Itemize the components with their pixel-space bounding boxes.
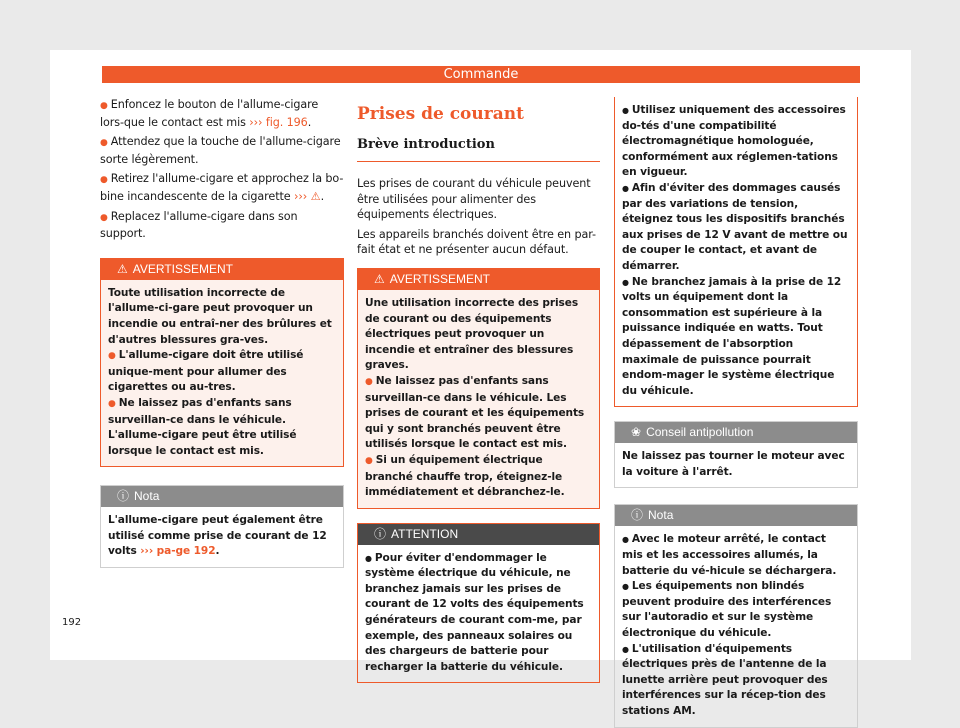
eco-tip-header: ❀ Conseil antipollution: [615, 422, 857, 443]
nota-bullet: ● L'utilisation d'équipements électriques près de l'antenne de la lunette arrière peut provoquer des interférences sur la récep-tion des stations AM.: [622, 642, 850, 720]
subsection-title: Brève introduction: [357, 136, 600, 162]
section-title: Prises de courant: [357, 104, 524, 124]
warning-intro: Une utilisation incorrecte des prises de courant ou des équipements électriques peut provoquer un incendie et entraîner des blessures graves.: [365, 296, 579, 372]
attention-box: [357, 523, 600, 684]
attention-continued-body: [615, 97, 857, 406]
warning-link[interactable]: ››› ⚠: [294, 189, 321, 203]
eco-tip-body: [615, 443, 857, 487]
attention-bullet: ● Ne branchez jamais à la prise de 12 volts un équipement dont la consommation est supérieure à la puissance indiquée en watts. Tout dépassement de l'absorption maximale de puissance pourrait endom-mager le système électrique du véhicule.: [622, 275, 850, 400]
info-icon: ⓘ: [631, 508, 644, 523]
figure-link[interactable]: ››› fig. 196: [249, 115, 308, 129]
warning-intro: Toute utilisation incorrecte de l'allume-ci-gare peut provoquer un incendie ou entraî-ner des brûlures et d'autres blessures gra-ves.: [108, 286, 332, 346]
step-2: ● Attendez que la touche de l'allume-cigare sorte légèrement.: [100, 134, 344, 167]
page-link[interactable]: ››› pa-ge 192: [140, 545, 216, 558]
attention-bullet: ● Utilisez uniquement des accessoires do-tés d'une compatibilité électromagnétique homologuée, conformément aux réglemen-tations en vigueur.: [622, 103, 850, 181]
attention-bullet: ● Afin d'éviter des dommages causés par des variations de tension, éteignez tous les dispositifs branchés aux prises de 12 V avant de mettre ou de couper le contact, et avant de démarrer.: [622, 181, 850, 275]
body-paragraph: Les prises de courant du véhicule peuvent être utilisées pour alimenter des équipements électriques.: [357, 177, 591, 222]
nota-body: [101, 507, 343, 567]
warning-header: ⚠ AVERTISSEMENT: [358, 269, 599, 290]
manual-page: [50, 50, 911, 717]
nota-text: L'allume-cigare peut également être utilisé comme prise de courant de 12 volts ››› pa-ge 192.: [108, 514, 327, 558]
warning-bullet: ● Ne laissez pas d'enfants sans surveillan-ce dans le véhicule. Les prises de courant et les équipements qui y sont branchés peuvent être utilisés lorsque le contact est mis.: [365, 374, 592, 453]
nota-box: [614, 504, 858, 727]
attention-continued-box: [614, 97, 858, 407]
nota-body: [615, 526, 857, 726]
warning-body: [101, 280, 343, 467]
warning-bullet: ● L'allume-cigare doit être utilisé unique-ment pour allumer des cigarettes ou au-tres.: [108, 348, 336, 396]
page-number: 192: [62, 617, 82, 628]
warning-icon: ⚠: [117, 261, 128, 276]
warning-header: ⚠ AVERTISSEMENT: [101, 259, 343, 280]
attention-icon: ⓘ: [374, 526, 387, 541]
column-3: [614, 97, 858, 728]
warning-icon: ⚠: [374, 271, 385, 286]
eco-tip-text: Ne laissez pas tourner le moteur avec la voiture à l'arrêt.: [622, 450, 845, 478]
column-2: [357, 97, 600, 683]
warning-body: [358, 290, 599, 508]
info-icon: ⓘ: [117, 489, 130, 504]
attention-bullet: ● Pour éviter d'endommager le système électrique du véhicule, ne branchez jamais sur les prises de courant de 12 volts des équipements générateurs de courant com-me, par exemple, des panneaux solaires ou des chargeurs de batterie pour recharger la batterie du véhicule.: [365, 551, 592, 676]
attention-body: [358, 545, 599, 683]
warning-bullet: ● Ne laissez pas d'enfants sans surveillan-ce dans le véhicule. L'allume-cigare peut être utilisé lorsque le contact est mis.: [108, 396, 336, 459]
step-1: ● Enfoncez le bouton de l'allume-cigare lors-que le contact est mis ››› fig. 196.: [100, 97, 344, 130]
nota-header: ⓘ Nota: [615, 505, 857, 526]
leaf-icon: ❀: [631, 425, 642, 440]
attention-header: ⓘ ATTENTION: [358, 524, 599, 545]
warning-bullet: ● Si un équipement électrique branché chauffe trop, éteignez-le immédiatement et débranchez-le.: [365, 453, 592, 501]
section-header: Commande: [102, 66, 860, 83]
nota-box: [100, 485, 344, 568]
body-paragraph: Les appareils branchés doivent être en par-fait état et ne présenter aucun défaut.: [357, 227, 596, 257]
warning-box: [100, 258, 344, 468]
nota-bullet: ● Avec le moteur arrêté, le contact mis et les accessoires allumés, la batterie du vé-hicule se déchargera.: [622, 532, 850, 579]
step-4: ● Replacez l'allume-cigare dans son support.: [100, 209, 344, 242]
step-3: ● Retirez l'allume-cigare et approchez la bo-bine incandescente de la cigarette ››› ⚠.: [100, 171, 344, 204]
nota-header: ⓘ Nota: [101, 486, 343, 507]
column-1: [100, 97, 344, 568]
warning-box: [357, 268, 600, 509]
nota-bullet: ● Les équipements non blindés peuvent produire des interférences sur l'autoradio et sur le système électronique du véhicule.: [622, 579, 850, 641]
eco-tip-box: [614, 421, 858, 488]
